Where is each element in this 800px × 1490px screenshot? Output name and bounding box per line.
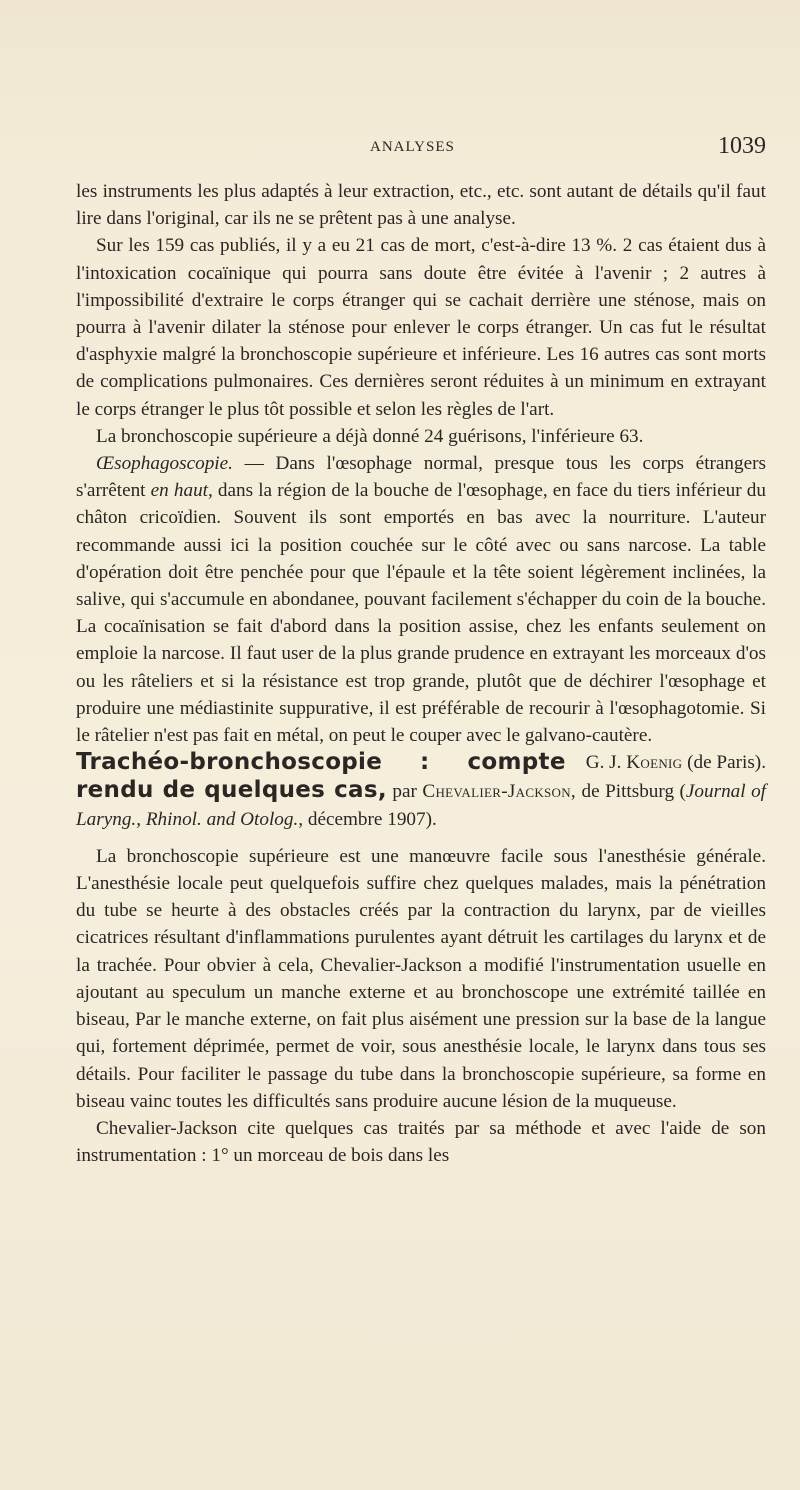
- section-author: Chevalier-Jackson,: [422, 781, 577, 803]
- running-title: ANALYSES: [370, 139, 455, 155]
- paragraph-6: Chevalier-Jackson cite quelques cas traités par sa méthode et avec l'aide de son instrumentation : 1° un morceau de bois dans les: [76, 1117, 766, 1167]
- paragraph-3: La bronchoscopie supérieure a déjà donné 24 guérisons, l'inférieure 63.: [96, 425, 644, 447]
- signature-initials: G. J.: [585, 752, 622, 774]
- section-date: décembre 1907).: [303, 808, 437, 830]
- paragraph-4: [76, 450, 766, 774]
- section-journal: Journal of Laryng., Rhinol. and Otolog.,: [76, 781, 766, 830]
- signature-place: (de Paris).: [687, 752, 766, 774]
- running-head: [76, 133, 766, 169]
- section-from: de Pittsburg (: [576, 781, 686, 803]
- paragraph-4-text-b: dans la région de la bouche de l'œsophage, en face du tiers inférieur du châton cricoïdien. Souvent ils sont emportés en bas avec la nourriture. L'auteur recommande aussi ici la position couchée sur le côté avec ou sans narcose. La table d'opération doit être penchée pour que l'épaule et la tête soient légèrement inclinées, la salive, qui s'accumule en abondanee, pouvant facilement s'échapper du coin de la bouche. La cocaïnisation se fait d'abord dans la position assise, chez les enfants seulement on emploie la narcose. Il faut user de la plus grande prudence en extrayant les morceaux d'os ou les râteliers et si la résistance est trop grande, plutôt que de déchirer l'œsophage et produire une médiastinite suppurative, il est préférable de recourir à l'œsophagotomie. Si le râtelier n'est pas fait en métal, on peut le couper avec le galvano-cautère.: [76, 480, 766, 747]
- signature: [566, 749, 766, 776]
- paragraph-5: La bronchoscopie supérieure est une manœuvre facile sous l'anesthésie générale. L'anesthésie locale peut quelquefois suffire chez quelques malades, mais la pénétration du tube se heurte à des obstacles créés par la contraction du larynx, par de vieilles cicatrices résultant d'inflammations purulentes ayant détruit les cartilages du larynx et de la trachée. Pour obvier à cela, Chevalier-Jackson a modifié l'instrumentation usuelle en ajoutant au speculum un manche externe et au bronchoscope une extrémité taillée en biseau, Par le manche externe, on fait plus aisément une pression sur la base de la langue qui, fortement déprimée, permet de voir, sous anesthésie locale, le larynx dans tous ses détails. Pour faciliter le passage du tube dans la bronchoscopie supérieure, sa forme en biseau vainc toutes les difficultés sans produire aucune lésion de la muqueuse.: [76, 845, 766, 1112]
- paragraph-1: les instruments les plus adaptés à leur extraction, etc., etc. sont autant de détails qu'il faut lire dans l'original, car ils ne se prêtent pas à une analyse.: [76, 181, 766, 230]
- page-number: 1039: [718, 133, 766, 159]
- signature-name: Koenig: [626, 752, 683, 774]
- paragraph-2: Sur les 159 cas publiés, il y a eu 21 cas de mort, c'est-à-dire 13 %. 2 cas étaient dus à l'intoxication cocaïnique qui pourra sans doute être évitée à l'avenir ; 2 autres à l'impossibilité d'extraire le corps étranger qui se cachait derrière une sténose, mais on pourra à l'avenir dilater la sténose pour enlever le corps étranger. Un cas fut le résultat d'asphyxie malgré la bronchoscopie supérieure et inférieure. Les 16 autres cas sont morts de complications pulmonaires. Ces dernières seront réduites à un minimum en extrayant le corps étranger le plus tôt possible et selon les règles de l'art.: [76, 235, 766, 420]
- section-title: Trachéo-bronchoscopie : compte rendu de quelques cas,: [76, 749, 566, 804]
- paragraph-4-emphasis: en haut,: [150, 480, 213, 502]
- paragraph-4-text-a: — Dans l'œsophage normal, presque tous les corps étrangers s'arrêtent: [76, 453, 766, 502]
- section-par: par: [386, 781, 423, 803]
- body-text: [76, 178, 766, 1169]
- subsection-lead: Œsophagoscopie.: [96, 453, 233, 475]
